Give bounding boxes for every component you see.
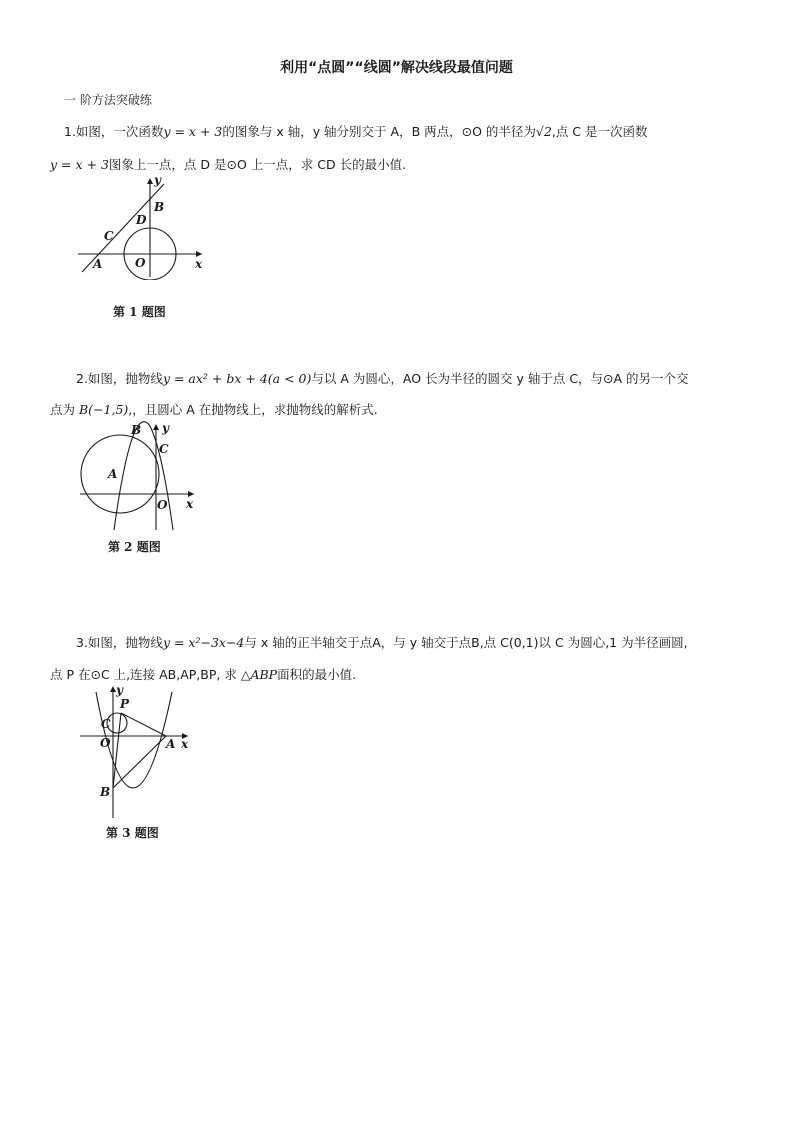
label-p: P bbox=[120, 697, 130, 711]
problem-3-text-c: 点 P 在⊙C 上,连接 AB,AP,BP, 求 bbox=[50, 667, 237, 682]
label-c: C bbox=[101, 717, 111, 731]
y-axis-arrow bbox=[153, 424, 159, 430]
segment-ap bbox=[121, 713, 166, 736]
problem-3-text-a: 3.如图，抛物线 bbox=[76, 635, 163, 650]
problem-1-radius: √2 bbox=[535, 124, 552, 139]
problem-2-caption: 第 2 题图 bbox=[108, 540, 161, 554]
problem-3-caption: 第 3 题图 bbox=[106, 826, 159, 840]
label-o: O bbox=[157, 498, 168, 512]
problem-3-text-d: 面积的最小值. bbox=[277, 667, 357, 682]
label-x: x bbox=[186, 497, 194, 511]
problem-2-line-2 bbox=[50, 400, 378, 418]
problem-1-equation-2: y = x + 3 bbox=[50, 157, 109, 172]
problem-2-figure bbox=[78, 420, 200, 532]
problem-3-line-1 bbox=[76, 633, 688, 651]
problem-2-point-b: B(−1,5) bbox=[79, 402, 129, 417]
problem-2-equation: y = ax² + bx + 4(a < 0) bbox=[162, 371, 312, 386]
problem-2-text-b: 与以 A 为圆心，AO 长为半径的圆交 y 轴于点 C，与⊙A 的另一个交 bbox=[311, 371, 689, 386]
label-o: O bbox=[135, 256, 146, 270]
problem-1-text-a: 1.如图，一次函数 bbox=[64, 124, 164, 139]
problem-1-equation: y = x + 3 bbox=[163, 124, 223, 139]
problem-1-line-1 bbox=[64, 122, 648, 140]
problem-3-text-b: 与 x 轴的正半轴交于点A，与 y 轴交于点B,点 C(0,1)以 C 为圆心,1 为半径画圆, bbox=[244, 635, 688, 650]
problem-1-text-d: 图象上一点，点 D 是⊙O 上一点，求 CD 长的最小值. bbox=[108, 157, 407, 172]
problem-1-figure bbox=[78, 172, 214, 280]
label-x: x bbox=[181, 737, 189, 751]
label-y: y bbox=[162, 421, 169, 435]
parabola bbox=[114, 422, 173, 530]
problem-3-equation: y = x²−3x−4 bbox=[162, 635, 245, 650]
label-y: y bbox=[154, 173, 161, 187]
problem-1-caption: 第 1 题图 bbox=[113, 305, 166, 319]
problem-2-text-a: 2.如图，抛物线 bbox=[76, 371, 163, 386]
label-y: y bbox=[116, 684, 123, 697]
label-b: B bbox=[131, 423, 142, 437]
problem-1-text-c: ,点 C 是一次函数 bbox=[551, 124, 648, 139]
section-heading: 一 阶方法突破练 bbox=[64, 93, 152, 107]
label-b: B bbox=[154, 200, 165, 214]
segment-ab bbox=[113, 736, 166, 788]
label-x: x bbox=[195, 257, 203, 271]
problem-3-line-2 bbox=[50, 665, 356, 683]
circle-a bbox=[81, 435, 159, 513]
label-b: B bbox=[100, 785, 111, 799]
problem-3-figure bbox=[80, 684, 192, 820]
y-axis-arrow bbox=[147, 178, 153, 184]
problem-3-triangle: △ABP bbox=[240, 667, 278, 682]
label-a: A bbox=[93, 257, 103, 271]
problem-2-line-1 bbox=[76, 369, 689, 387]
problem-1-text-b: 的图象与 x 轴，y 轴分别交于 A，B 两点，⊙O 的半径为 bbox=[222, 124, 536, 139]
document-title: 利用“点圆”“线圆”解决线段最值问题 bbox=[280, 60, 513, 76]
label-d: D bbox=[136, 213, 147, 227]
label-c: C bbox=[159, 442, 169, 456]
problem-1-line-2 bbox=[50, 155, 406, 173]
label-a: A bbox=[166, 737, 176, 751]
label-o: O bbox=[100, 736, 111, 750]
problem-2-text-d: ,，且圆心 A 在抛物线上，求抛物线的解析式. bbox=[128, 402, 378, 417]
label-c: C bbox=[104, 229, 114, 243]
problem-2-text-c: 点为 bbox=[50, 402, 76, 417]
label-a: A bbox=[108, 467, 118, 481]
